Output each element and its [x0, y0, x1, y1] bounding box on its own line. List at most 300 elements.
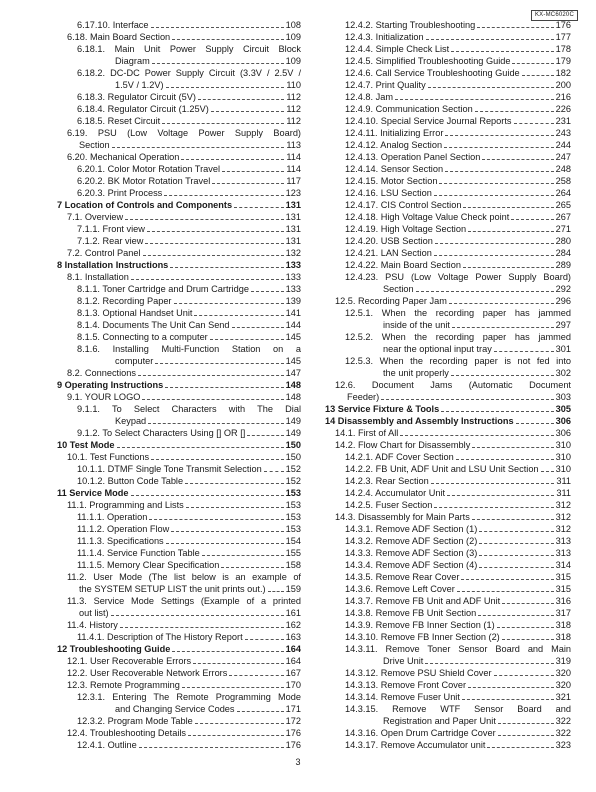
toc-entry[interactable]: [325, 55, 571, 67]
toc-page-number: 318: [555, 632, 571, 642]
toc-page-number: 176: [285, 740, 301, 750]
toc-entry[interactable]: [325, 691, 571, 703]
dot-leader: [174, 303, 284, 304]
toc-entry-title: 10 Test Mode: [57, 440, 115, 450]
toc-entry-title: 12.4.9. Communication Section: [345, 104, 473, 114]
toc-entry[interactable]: [57, 631, 301, 643]
toc-entry[interactable]: [57, 151, 301, 163]
toc-page-number: 150: [285, 452, 301, 462]
toc-entry[interactable]: [57, 199, 301, 211]
toc-entry[interactable]: [57, 343, 301, 367]
dot-leader: [237, 711, 284, 712]
toc-entry[interactable]: [325, 211, 571, 223]
toc-entry-title: 12.4.4. Simple Check List: [345, 44, 450, 54]
toc-entry[interactable]: [325, 379, 571, 403]
toc-entry[interactable]: [325, 475, 571, 487]
toc-page-number: 182: [555, 68, 571, 78]
toc-entry[interactable]: [325, 451, 571, 463]
toc-entry-title: 6.18.4. Regulator Circuit (1.25V): [77, 104, 209, 114]
toc-entry-title: 14.3.6. Remove Left Cover: [345, 584, 455, 594]
toc-entry-title: 12.4.11. Initializing Error: [345, 128, 444, 138]
toc-entry-title: 14.2. Flow Chart for Disassembly: [335, 440, 471, 450]
toc-entry-title: 14.3.3. Remove ADF Section (3): [345, 548, 478, 558]
toc-entry[interactable]: [325, 91, 571, 103]
toc-page-number: 216: [555, 92, 571, 102]
toc-page-number: 152: [285, 464, 301, 474]
toc-entry-title: 11.1.2. Operation Flow: [77, 524, 170, 534]
toc-page-number: 132: [285, 248, 301, 258]
dot-leader: [447, 495, 554, 496]
toc-entry-title: 12.4.5. Simplified Troubleshooting Guide: [345, 56, 511, 66]
toc-page-number: 265: [555, 200, 571, 210]
dot-leader: [181, 159, 284, 160]
toc-entry-title: Registration and Paper Unit: [383, 716, 496, 726]
toc-page-number: 133: [285, 284, 301, 294]
toc-entry-title: 14.3.14. Remove Fuser Unit: [345, 692, 460, 702]
toc-page-number: 159: [285, 584, 301, 594]
toc-entry[interactable]: [325, 559, 571, 571]
toc-entry[interactable]: [57, 727, 301, 739]
toc-page-number: 258: [555, 176, 571, 186]
toc-page-number: 167: [285, 668, 301, 678]
toc-page-number: 148: [285, 392, 301, 402]
toc-entry[interactable]: [325, 607, 571, 619]
toc-entry[interactable]: [57, 679, 301, 691]
toc-entry[interactable]: [57, 115, 301, 127]
toc-entry[interactable]: [325, 271, 571, 295]
toc-entry-title: 12.4.17. CIS Control Section: [345, 200, 462, 210]
toc-entry[interactable]: [57, 547, 301, 559]
dot-leader: [117, 447, 284, 448]
toc-page-number: 178: [555, 44, 571, 54]
dot-leader: [451, 51, 553, 52]
toc-entry[interactable]: [57, 307, 301, 319]
toc-page-number: 131: [285, 200, 301, 210]
toc-entry[interactable]: [57, 619, 301, 631]
toc-entry-title: 12.4.3. Initialization: [345, 32, 424, 42]
dot-leader: [452, 327, 554, 328]
dot-leader: [487, 747, 553, 748]
toc-entry[interactable]: [57, 187, 301, 199]
dot-leader: [247, 435, 283, 436]
toc-page-number: 149: [285, 416, 301, 426]
toc-entry[interactable]: [325, 679, 571, 691]
page-number: 3: [295, 757, 301, 767]
toc-entry[interactable]: [325, 643, 571, 667]
toc-page-number: 149: [285, 428, 301, 438]
toc-page-number: 110: [286, 80, 301, 90]
toc-entry[interactable]: [57, 523, 301, 535]
toc-entry[interactable]: [57, 103, 301, 115]
toc-page-number: 154: [285, 536, 301, 546]
toc-entry[interactable]: [325, 703, 571, 727]
toc-entry[interactable]: [57, 451, 301, 463]
toc-entry-title: 12.4.8. Jam: [345, 92, 394, 102]
dot-leader: [149, 519, 283, 520]
toc-entry[interactable]: [325, 727, 571, 739]
toc-page-number: 153: [285, 488, 301, 498]
dot-leader: [441, 411, 553, 412]
toc-page-number: 322: [555, 728, 571, 738]
toc-page-number: 153: [285, 512, 301, 522]
dot-leader: [155, 363, 283, 364]
toc-entry[interactable]: [325, 415, 571, 427]
dot-leader: [211, 111, 285, 112]
toc-entry[interactable]: [57, 655, 301, 667]
dot-leader: [188, 735, 284, 736]
toc-entry-title: 7.1. Overview: [67, 212, 124, 222]
dot-leader: [139, 747, 284, 748]
toc-entry[interactable]: [57, 31, 301, 43]
toc-entry-title: 14.3.2. Remove ADF Section (2): [345, 536, 478, 546]
toc-entry[interactable]: [57, 175, 301, 187]
toc-page-number: 147: [285, 368, 301, 378]
dot-leader: [456, 459, 554, 460]
toc-page-number: 271: [555, 224, 571, 234]
toc-entry[interactable]: [57, 43, 301, 67]
toc-entry[interactable]: [325, 259, 571, 271]
toc-entry[interactable]: [325, 595, 571, 607]
toc-page-number: 244: [555, 140, 571, 150]
dot-leader: [479, 567, 553, 568]
dot-leader: [497, 627, 554, 628]
dot-leader: [541, 471, 554, 472]
toc-entry-title: near the optional input tray: [383, 344, 492, 354]
toc-entry-title: 12.4.21. LAN Section: [345, 248, 432, 258]
toc-entry[interactable]: [325, 487, 571, 499]
toc-page-number: 310: [555, 464, 571, 474]
toc-page-number: 109: [285, 56, 301, 66]
toc-page-number: 141: [285, 308, 301, 318]
toc-page-number: 302: [555, 368, 571, 378]
dot-leader: [511, 219, 553, 220]
toc-entry[interactable]: [325, 439, 571, 451]
toc-entry-title: 11.4. History: [67, 620, 118, 630]
dot-leader: [395, 99, 554, 100]
toc-entry[interactable]: [57, 271, 301, 283]
dot-leader: [164, 195, 283, 196]
dot-leader: [482, 159, 553, 160]
toc-entry-title: 6.18.1. Main Unit Power Supply Circuit Block: [77, 44, 301, 54]
toc-page-number: 179: [555, 56, 571, 66]
toc-page-number: 323: [555, 740, 571, 750]
toc-page-number: 148: [285, 380, 301, 390]
toc-entry[interactable]: [325, 571, 571, 583]
toc-entry[interactable]: [57, 91, 301, 103]
toc-entry[interactable]: [57, 283, 301, 295]
toc-page-number: 312: [555, 524, 571, 534]
dot-leader: [477, 27, 553, 28]
toc-page-number: 303: [555, 392, 571, 402]
toc-page-number: 177: [555, 32, 571, 42]
toc-entry-title: 12.4.14. Sensor Section: [345, 164, 444, 174]
dot-leader: [185, 483, 284, 484]
toc-entry[interactable]: [325, 331, 571, 355]
toc-entry-title: 12.4.16. LSU Section: [345, 188, 432, 198]
toc-entry-title: 12.5.3. When the recording paper is not fed into: [345, 356, 571, 366]
toc-entry-title: 11.1.5. Memory Clear Specification: [77, 560, 220, 570]
toc-page-number: 315: [555, 584, 571, 594]
dot-leader: [435, 243, 554, 244]
toc-entry[interactable]: [57, 391, 301, 403]
toc-page-number: 306: [555, 428, 571, 438]
dot-leader: [186, 507, 284, 508]
toc-page-number: 158: [285, 560, 301, 570]
dot-leader: [222, 171, 284, 172]
toc-page-number: 321: [555, 692, 571, 702]
toc-page-number: 310: [555, 440, 571, 450]
toc-entry[interactable]: [325, 463, 571, 475]
toc-entry-title: 14.2.4. Accumulator Unit: [345, 488, 446, 498]
toc-entry-title: 6.20.2. BK Motor Rotation Travel: [77, 176, 211, 186]
toc-entry-title: 14.3.8. Remove FB Unit Section: [345, 608, 477, 618]
toc-entry-title: 14.3.10. Remove FB Inner Section (2): [345, 632, 500, 642]
dot-leader: [143, 255, 284, 256]
toc-entry-title: 10.1.2. Button Code Table: [77, 476, 184, 486]
toc-entry[interactable]: [325, 667, 571, 679]
dot-leader: [479, 543, 553, 544]
toc-entry[interactable]: [325, 103, 571, 115]
dot-leader: [494, 351, 554, 352]
toc-entry[interactable]: [325, 295, 571, 307]
dot-leader: [444, 147, 554, 148]
toc-entry[interactable]: [57, 295, 301, 307]
toc-page-number: 305: [555, 404, 571, 414]
dot-leader: [449, 303, 554, 304]
toc-entry[interactable]: [57, 739, 301, 751]
dot-leader: [120, 627, 284, 628]
dot-leader: [416, 291, 554, 292]
toc-entry[interactable]: [57, 211, 301, 223]
toc-entry-title: 11.2. User Mode (The list below is an example of: [67, 572, 301, 582]
dot-leader: [479, 531, 553, 532]
toc-page-number: 112: [286, 92, 301, 102]
dot-leader: [478, 615, 553, 616]
toc-entry-title: 12.4.1. Outline: [77, 740, 137, 750]
toc-entry[interactable]: [57, 379, 301, 391]
toc-page-number: 161: [285, 608, 301, 618]
toc-entry[interactable]: [57, 571, 301, 595]
toc-entry[interactable]: [325, 79, 571, 91]
dot-leader: [512, 63, 553, 64]
toc-entry[interactable]: [325, 247, 571, 259]
toc-page-number: 320: [555, 680, 571, 690]
toc-page-number: 139: [285, 296, 301, 306]
dot-leader: [172, 651, 283, 652]
toc-entry[interactable]: [325, 619, 571, 631]
toc-entry-title: 7.1.1. Front view: [77, 224, 145, 234]
toc-entry[interactable]: [325, 139, 571, 151]
toc-entry-title: 12.3. Remote Programming: [67, 680, 180, 690]
toc-entry[interactable]: [57, 259, 301, 271]
dot-leader: [221, 567, 283, 568]
toc-entry[interactable]: [325, 631, 571, 643]
toc-entry-title: 12.4.22. Main Board Section: [345, 260, 461, 270]
toc-entry-title: 12.4.7. Print Quality: [345, 80, 426, 90]
toc-entry-title: 6.18.3. Regulator Circuit (5V): [77, 92, 196, 102]
toc-page-number: 171: [285, 704, 301, 714]
toc-entry[interactable]: [57, 691, 301, 715]
dot-leader: [170, 267, 283, 268]
toc-entry[interactable]: [325, 355, 571, 379]
toc-entry[interactable]: [57, 235, 301, 247]
dot-leader: [202, 555, 284, 556]
dot-leader: [131, 495, 284, 496]
dot-leader: [148, 423, 283, 424]
toc-entry[interactable]: [57, 331, 301, 343]
dot-leader: [112, 147, 285, 148]
toc-entry[interactable]: [325, 547, 571, 559]
dot-leader: [463, 267, 554, 268]
toc-entry-title: 14.3.16. Open Drum Cartridge Cover: [345, 728, 496, 738]
dot-leader: [165, 387, 283, 388]
toc-entry[interactable]: [325, 19, 571, 31]
toc-entry[interactable]: [325, 583, 571, 595]
toc-entry-title: Drive Unit: [383, 656, 424, 666]
toc-entry-title: 12.4.12. Analog Section: [345, 140, 443, 150]
dot-leader: [514, 123, 554, 124]
toc-entry-title: 1.5V / 1.2V): [115, 80, 164, 90]
toc-page-number: 297: [555, 320, 571, 330]
toc-entry[interactable]: [57, 319, 301, 331]
toc-page-number: 133: [285, 260, 301, 270]
toc-page-number: 311: [556, 488, 571, 498]
toc-entry[interactable]: [57, 427, 301, 439]
toc-page-number: 176: [285, 728, 301, 738]
dot-leader: [212, 183, 284, 184]
toc-page-number: 289: [555, 260, 571, 270]
toc-entry[interactable]: [57, 499, 301, 511]
dot-leader: [151, 27, 284, 28]
toc-page-number: 131: [285, 212, 301, 222]
toc-entry-title: the unit properly: [383, 368, 449, 378]
toc-entry[interactable]: [325, 175, 571, 187]
toc-page-number: 145: [285, 332, 301, 342]
dot-leader: [425, 663, 553, 664]
toc-entry[interactable]: [325, 163, 571, 175]
toc-page-number: 113: [286, 140, 301, 150]
toc-entry[interactable]: [57, 475, 301, 487]
toc-entry[interactable]: [325, 403, 571, 415]
toc-page-number: 170: [285, 680, 301, 690]
toc-entry[interactable]: [325, 199, 571, 211]
toc-entry[interactable]: [325, 223, 571, 235]
toc-entry[interactable]: [57, 439, 301, 451]
toc-entry[interactable]: [57, 163, 301, 175]
dot-leader: [166, 87, 285, 88]
toc-entry[interactable]: [57, 643, 301, 655]
toc-entry-title: 11.1.1. Operation: [77, 512, 148, 522]
toc-entry[interactable]: [57, 595, 301, 619]
toc-entry[interactable]: [57, 127, 301, 151]
toc-entry[interactable]: [325, 31, 571, 43]
dot-leader: [498, 723, 554, 724]
toc-entry-title: 14.3.7. Remove FB Unit and ADF Unit: [345, 596, 501, 606]
dot-leader: [171, 531, 283, 532]
toc-entry-title: 12.4.6. Call Service Troubleshooting Guide: [345, 68, 520, 78]
toc-entry[interactable]: [57, 247, 301, 259]
toc-entry[interactable]: [325, 739, 571, 751]
toc-entry[interactable]: [325, 511, 571, 523]
toc-page-number: 312: [555, 512, 571, 522]
dot-leader: [195, 723, 284, 724]
toc-page-number: 248: [555, 164, 571, 174]
toc-page-number: 153: [285, 524, 301, 534]
toc-entry[interactable]: [325, 115, 571, 127]
dot-leader: [522, 75, 554, 76]
toc-page-number: 162: [285, 620, 301, 630]
dot-leader: [434, 507, 553, 508]
toc-entry[interactable]: [325, 43, 571, 55]
toc-page-number: 296: [555, 296, 571, 306]
toc-entry-title: and Changing Service Codes: [115, 704, 235, 714]
dot-leader: [125, 219, 283, 220]
toc-page-number: 108: [285, 20, 301, 30]
toc-entry[interactable]: [57, 715, 301, 727]
toc-page-number: 200: [555, 80, 571, 90]
dot-leader: [468, 231, 554, 232]
toc-entry[interactable]: [57, 19, 301, 31]
toc-page-number: 310: [555, 452, 571, 462]
toc-entry-title: 11.1. Programming and Lists: [67, 500, 184, 510]
toc-entry[interactable]: [325, 307, 571, 331]
toc-entry[interactable]: [325, 127, 571, 139]
toc-entry[interactable]: [57, 667, 301, 679]
toc-page-number: 280: [555, 236, 571, 246]
toc-entry-title: 8.1.4. Documents The Unit Can Send: [77, 320, 230, 330]
toc-entry-title: Feeder): [347, 392, 380, 402]
toc-entry[interactable]: [57, 535, 301, 547]
dot-leader: [234, 207, 284, 208]
toc-entry-title: 9 Operating Instructions: [57, 380, 164, 390]
toc-entry[interactable]: [325, 187, 571, 199]
dot-leader: [198, 99, 284, 100]
toc-entry-title: 9.1.1. To Select Characters with The Dial: [77, 404, 301, 414]
toc-page-number: 312: [555, 500, 571, 510]
toc-entry[interactable]: [57, 511, 301, 523]
toc-entry[interactable]: [57, 487, 301, 499]
toc-entry[interactable]: [325, 499, 571, 511]
dot-leader: [182, 687, 284, 688]
toc-page-number: 231: [555, 116, 571, 126]
toc-entry[interactable]: [57, 559, 301, 571]
dot-leader: [479, 555, 553, 556]
toc-entry[interactable]: [325, 523, 571, 535]
toc-entry[interactable]: [57, 403, 301, 427]
toc-entry-title: 14.3.5. Remove Rear Cover: [345, 572, 460, 582]
toc-entry-title: 8 Installation Instructions: [57, 260, 169, 270]
toc-entry-title: 6.19. PSU (Low Voltage Power Supply Board): [67, 128, 301, 138]
toc-entry-title: 14.3.12. Remove PSU Shield Cover: [345, 668, 492, 678]
toc-entry[interactable]: [57, 67, 301, 91]
toc-entry[interactable]: [57, 223, 301, 235]
toc-page-number: 164: [285, 656, 301, 666]
toc-entry[interactable]: [325, 67, 571, 79]
toc-page-number: 226: [555, 104, 571, 114]
toc-entry[interactable]: [325, 535, 571, 547]
dot-leader: [457, 591, 554, 592]
toc-entry[interactable]: [57, 463, 301, 475]
toc-entry[interactable]: [325, 151, 571, 163]
toc-entry[interactable]: [57, 367, 301, 379]
dot-leader: [251, 291, 284, 292]
toc-entry-title: inside of the unit: [383, 320, 450, 330]
toc-entry-title: 6.20.3. Print Process: [77, 188, 163, 198]
model-number-badge: KX-MC6020C: [531, 10, 578, 21]
toc-entry[interactable]: [325, 427, 571, 439]
toc-entry[interactable]: [325, 235, 571, 247]
toc-page-number: 314: [555, 560, 571, 570]
